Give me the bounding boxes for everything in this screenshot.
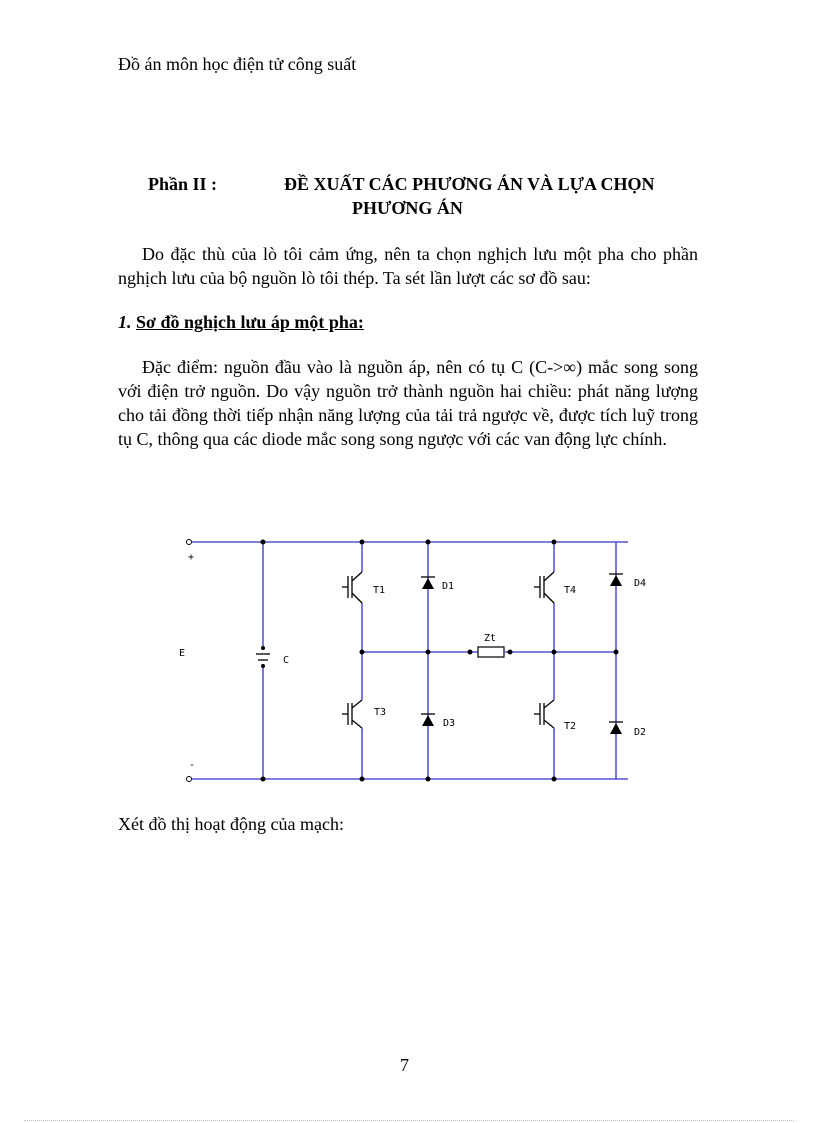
section-title: Sơ đồ nghịch lưu áp một pha: bbox=[136, 312, 364, 332]
diode-d2-label: D2 bbox=[634, 727, 647, 738]
inverter-circuit-diagram bbox=[0, 520, 816, 800]
minus-label: - bbox=[189, 760, 196, 771]
chapter-title-line2: PHƯƠNG ÁN bbox=[352, 198, 463, 218]
diode-d1-label: D1 bbox=[442, 581, 455, 592]
diode-d2-symbol bbox=[609, 722, 623, 734]
capacitor-label: C bbox=[283, 655, 290, 666]
intro-paragraph: Do đặc thù của lò tôi cảm ứng, nên ta chọn nghịch lưu một pha cho phần nghịch lưu của bộ nguồn lò tôi thép. Ta sét lần lượt các sơ đồ sau: bbox=[118, 244, 698, 288]
diode-d3-symbol bbox=[421, 714, 435, 726]
running-header: Đồ án môn học điện tử công suất bbox=[118, 54, 357, 74]
diode-d1-symbol bbox=[421, 577, 435, 589]
diode-d4-symbol bbox=[609, 574, 623, 586]
circuit-wires bbox=[192, 542, 628, 779]
capacitor bbox=[256, 654, 270, 660]
load-label: Zt bbox=[484, 633, 497, 644]
transistor-t2-symbol bbox=[534, 700, 554, 728]
diode-d4-label: D4 bbox=[634, 578, 647, 589]
chapter-title-line1: ĐỀ XUẤT CÁC PHƯƠNG ÁN VÀ LỰA CHỌN bbox=[284, 174, 655, 194]
diode-d3-label: D3 bbox=[443, 718, 456, 729]
minus-terminal bbox=[187, 777, 192, 782]
section-heading bbox=[118, 312, 364, 333]
junction-dots bbox=[261, 540, 619, 782]
transistor-t1-label: T1 bbox=[373, 585, 386, 596]
graph-caption: Xét đồ thị hoạt động của mạch: bbox=[118, 814, 344, 834]
transistor-t4-label: T4 bbox=[564, 585, 577, 596]
features-paragraph: Đặc điểm: nguồn đầu vào là nguồn áp, nên có tụ C (C->∞) mắc song song với điện trở nguồn. Do vậy nguồn trở thành nguồn hai chiều: phát năng lượng cho tải đồng thời tiếp nhận năng lượng của tải trả ngược về, được tích luỹ trong tụ C, thông qua các diode mắc song song ngược với các van động lực chính. bbox=[118, 357, 698, 449]
plus-label: + bbox=[188, 552, 195, 563]
section-number: 1. bbox=[118, 312, 132, 332]
transistor-t3-symbol bbox=[342, 700, 362, 728]
transistor-t3-label: T3 bbox=[374, 707, 387, 718]
page-bottom-rule bbox=[24, 1120, 794, 1121]
transistor-t1-symbol bbox=[342, 572, 362, 603]
transistor-t2-label: T2 bbox=[564, 721, 577, 732]
source-label: E bbox=[179, 648, 186, 659]
load-resistor bbox=[478, 647, 504, 657]
page-number: 7 bbox=[400, 1055, 409, 1075]
plus-terminal bbox=[187, 540, 192, 545]
part-label: Phần II : bbox=[148, 174, 218, 194]
transistor-t4-symbol bbox=[534, 572, 554, 603]
